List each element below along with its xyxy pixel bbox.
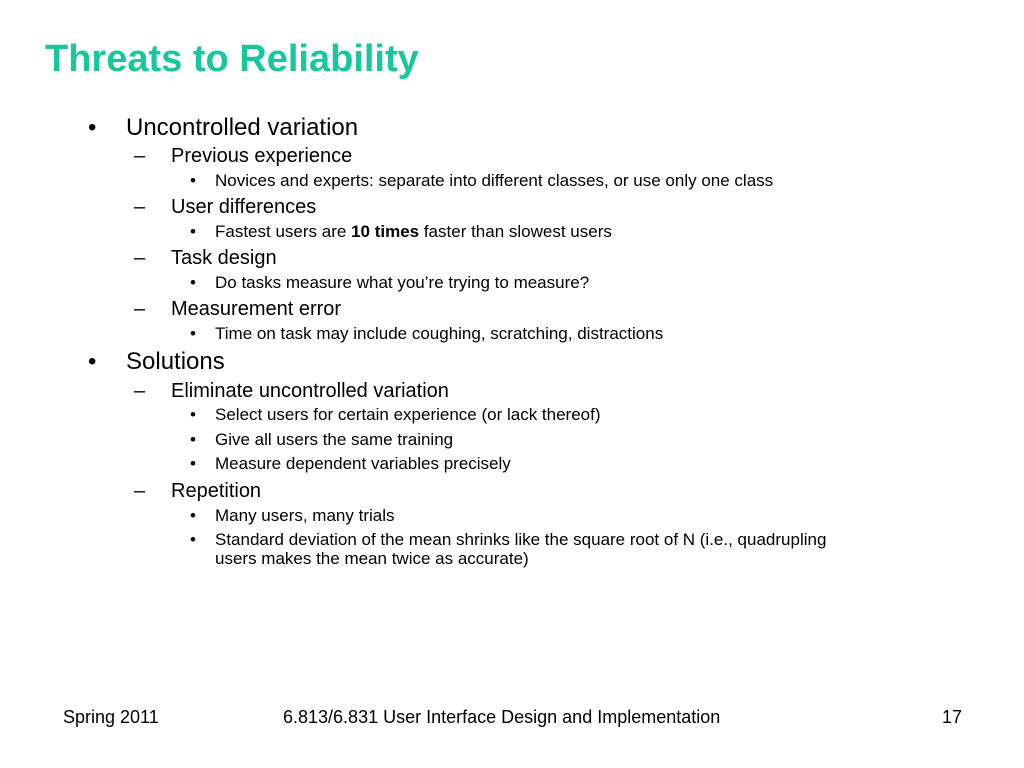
bullet-text: Uncontrolled variation — [126, 114, 359, 141]
dot-marker: • — [190, 454, 196, 473]
footer-course-title: 6.813/6.831 User Interface Design and Implementation — [283, 707, 721, 727]
dot-marker: • — [190, 506, 196, 525]
dot-marker: • — [190, 430, 196, 449]
detail-text: Measure dependent variables precisely — [215, 454, 511, 473]
detail-text: Give all users the same training — [215, 430, 454, 449]
subbullet-text: Eliminate uncontrolled variation — [171, 380, 449, 402]
dash-marker: – — [134, 480, 146, 502]
slide-title: Threats to Reliability — [45, 38, 419, 80]
footer-term: Spring 2011 — [63, 707, 159, 727]
detail-text-pre: Fastest users are — [215, 222, 352, 241]
bullet-marker: • — [88, 114, 97, 141]
dash-marker: – — [134, 298, 146, 320]
detail-text: Novices and experts: separate into different classes, or use only one class — [215, 171, 774, 190]
footer-slide-number: 17 — [942, 707, 963, 727]
dash-marker: – — [134, 145, 146, 167]
detail-text: Do tasks measure what you’re trying to measure? — [215, 273, 590, 292]
detail-text: Standard deviation of the mean shrinks like the square root of N (i.e., quadrupling — [215, 530, 827, 549]
bullet-text: Solutions — [126, 348, 225, 375]
dash-marker: – — [134, 247, 146, 269]
detail-text: Many users, many trials — [215, 506, 395, 525]
dot-marker: • — [190, 405, 196, 424]
subbullet-text: User differences — [171, 196, 317, 218]
detail-text-continued: users makes the mean twice as accurate) — [215, 549, 529, 568]
dot-marker: • — [190, 530, 196, 549]
subbullet-text: Repetition — [171, 480, 262, 502]
bullet-marker: • — [88, 348, 97, 375]
detail-text-post: faster than slowest users — [419, 222, 612, 241]
subbullet-text: Previous experience — [171, 145, 353, 167]
subbullet-text: Measurement error — [171, 298, 342, 320]
dot-marker: • — [190, 324, 196, 343]
detail-text-emphasis: 10 times — [351, 222, 420, 241]
dot-marker: • — [190, 273, 196, 292]
detail-text: Select users for certain experience (or lack thereof) — [215, 405, 601, 424]
dot-marker: • — [190, 222, 196, 241]
dash-marker: – — [134, 380, 146, 402]
dash-marker: – — [134, 196, 146, 218]
subbullet-text: Task design — [171, 247, 277, 269]
detail-text — [215, 222, 612, 242]
dot-marker: • — [190, 171, 196, 190]
detail-text: Time on task may include coughing, scratching, distractions — [215, 324, 664, 343]
